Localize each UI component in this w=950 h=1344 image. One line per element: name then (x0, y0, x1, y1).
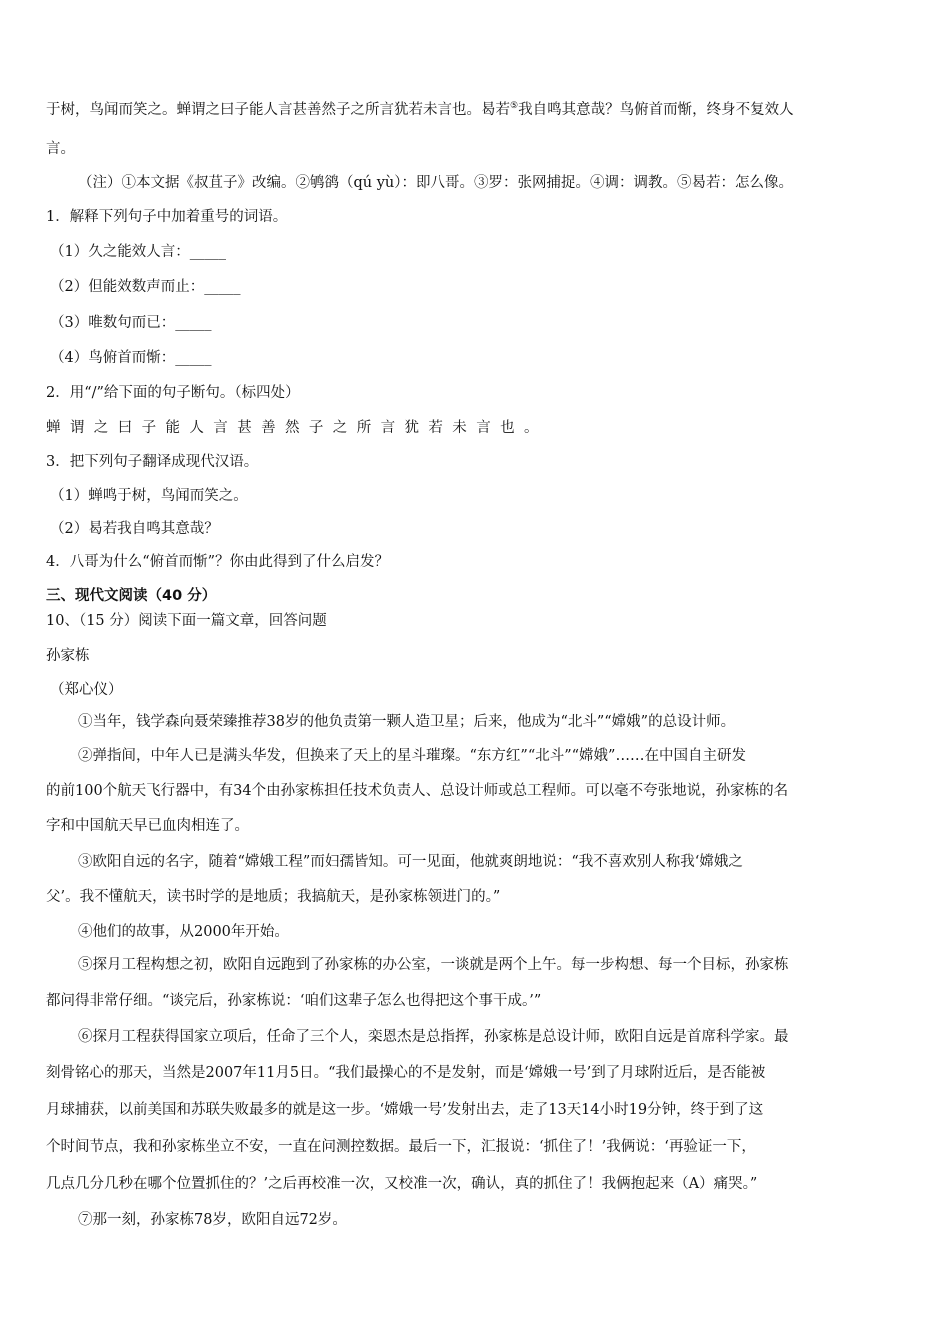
article-paragraph-7: ⑦那一刻，孙家栋78岁，欧阳自远72岁。 (78, 1212, 347, 1228)
question-1-item-2: （2）但能效数声而止：_____ (50, 279, 241, 295)
question-10-title: 10、（15 分）阅读下面一篇文章，回答问题 (46, 613, 327, 629)
article-paragraph-3-line-2: 父’。我不懂航天，读书时学的是地质；我搞航天，是孙家栋领进门的。” (46, 889, 501, 905)
article-paragraph-1: ①当年，钱学森向聂荣臻推荐38岁的他负责第一颗人造卫星；后来，他成为“北斗”“嫦娥”的总设计师。 (78, 714, 736, 730)
section-3-heading: 三、现代文阅读（40 分） (46, 588, 217, 604)
question-2-sentence: 蝉谓之曰子能人言甚善然子之所言犹若未言也。 (46, 420, 548, 436)
footnote-marker: ⑤ (510, 101, 519, 111)
article-title: 孙家栋 (46, 648, 90, 664)
classical-text-line-1: 于树，鸟闻而笑之。蝉谓之曰子能人言甚善然子之所言犹若未言也。曷若⑤我自鸣其意哉？鸟俯首而惭，终身不复效人 (46, 101, 794, 118)
article-paragraph-2-line-2: 的前100个航天飞行器中，有34个由孙家栋担任技术负责人、总设计师或总工程师。可以毫不夸张地说，孙家栋的名 (46, 783, 789, 799)
question-3-title: 3．把下列句子翻译成现代汉语。 (46, 454, 259, 470)
question-2-title: 2．用“/”给下面的句子断句。（标四处） (46, 385, 300, 401)
article-paragraph-5-line-2: 都问得非常仔细。“谈完后，孙家栋说：‘咱们这辈子怎么也得把这个事干成。’” (46, 993, 542, 1009)
question-1-title: 1．解释下列句子中加着重号的词语。 (46, 209, 288, 225)
question-4-title: 4．八哥为什么“俯首而惭”？你由此得到了什么启发？ (46, 554, 390, 570)
classical-text-line-2: 言。 (46, 141, 75, 157)
question-1-item-1: （1）久之能效人言：_____ (50, 244, 226, 260)
annotation-notes: （注）①本文据《叔苴子》改编。②鸲鹆（qú yù）：即八哥。③罗：张网捕捉。④调：调教。⑤曷若：怎么像。 (78, 175, 794, 191)
question-3-item-1: （1）蝉鸣于树，鸟闻而笑之。 (50, 488, 248, 504)
article-paragraph-6-line-2: 刻骨铭心的那天，当然是2007年11月5日。“我们最操心的不是发射，而是‘嫦娥一号’到了月球附近后，是否能被 (46, 1065, 766, 1081)
article-paragraph-6-line-4: 个时间节点，我和孙家栋坐立不安，一直在问测控数据。最后一下，汇报说：‘抓住了！’我俩说：‘再验证一下， (46, 1139, 756, 1155)
article-paragraph-6-line-5: 几点几分几秒在哪个位置抓住的？’之后再校准一次，又校准一次，确认，真的抓住了！我俩抱起来（A）痛哭。” (46, 1176, 758, 1192)
question-3-item-2: （2）曷若我自鸣其意哉？ (50, 521, 219, 537)
article-paragraph-2-line-1: ②弹指间，中年人已是满头华发，但换来了天上的星斗璀璨。“东方红”“北斗”“嫦娥”……在中国自主研发 (78, 748, 746, 764)
article-paragraph-5-line-1: ⑤探月工程构想之初，欧阳自远跑到了孙家栋的办公室，一谈就是两个上午。每一步构想、每一个目标，孙家栋 (78, 957, 789, 973)
article-paragraph-6-line-3: 月球捕获，以前美国和苏联失败最多的就是这一步。‘嫦娥一号’发射出去，走了13天14小时19分钟，终于到了这 (46, 1102, 764, 1118)
article-paragraph-4: ④他们的故事，从2000年开始。 (78, 924, 289, 940)
article-paragraph-3-line-1: ③欧阳自远的名字，随着“嫦娥工程”而妇孺皆知。可一见面，他就爽朗地说：“我不喜欢别人称我‘嫦娥之 (78, 854, 743, 870)
article-paragraph-2-line-3: 字和中国航天早已血肉相连了。 (46, 818, 249, 834)
question-1-item-4: （4）鸟俯首而惭：_____ (50, 350, 212, 366)
question-1-item-3: （3）唯数句而已：_____ (50, 315, 212, 331)
article-paragraph-6-line-1: ⑥探月工程获得国家立项后，任命了三个人，栾恩杰是总指挥，孙家栋是总设计师，欧阳自远是首席科学家。最 (78, 1029, 789, 1045)
article-author: （郑心仪） (50, 682, 123, 698)
